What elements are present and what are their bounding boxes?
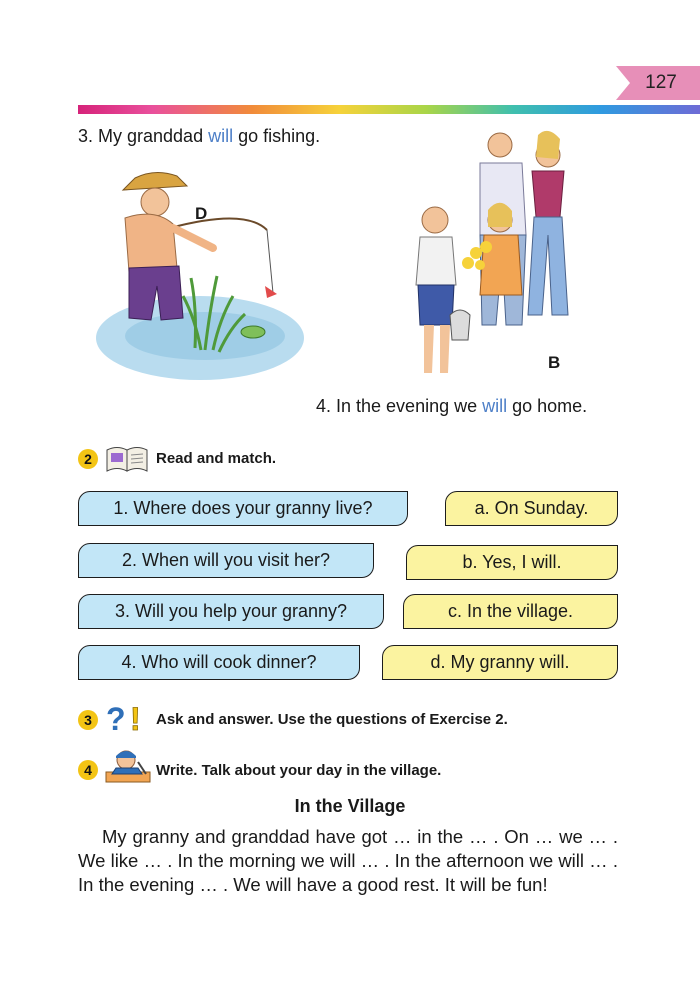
exercise-3-instruction: Ask and answer. Use the questions of Exercise 2. xyxy=(156,711,508,728)
story-text: My granny and granddad have got … in the … . On … we … . We like … . In the morning we will … . In the afternoon we will … . In the evening … . We will have a good rest. It will be fun! xyxy=(78,826,618,895)
sentence-4-will: will xyxy=(482,396,508,416)
exercise-4-badge: 4 xyxy=(78,760,98,780)
fishing-scene-image xyxy=(95,168,305,383)
sentence-4-end: go home. xyxy=(507,396,588,416)
answer-b: b. Yes, I will. xyxy=(406,545,618,580)
question-2: 2. When will you visit her? xyxy=(78,543,374,578)
story-title: In the Village xyxy=(294,796,406,816)
sentence-3-start: 3. My granddad xyxy=(78,126,209,146)
question-1: 1. Where does your granny live? xyxy=(78,491,408,526)
open-book-icon xyxy=(104,442,150,474)
fishing-granddad-illustration xyxy=(95,168,305,383)
exercise-4-instruction: Write. Talk about your day in the village. xyxy=(156,762,442,779)
writing-child-icon xyxy=(104,748,152,786)
sentence-3 xyxy=(78,126,320,147)
answer-a: a. On Sunday. xyxy=(445,491,618,526)
family-walking-illustration xyxy=(380,125,590,385)
picture-d-label: D xyxy=(195,204,208,223)
family-scene-image xyxy=(380,125,590,385)
sentence-3-end: go fishing. xyxy=(233,126,321,146)
answer-d: d. My granny will. xyxy=(382,645,618,680)
exercise-3-badge: 3 xyxy=(78,710,98,730)
sentence-4 xyxy=(316,396,587,417)
exercise-2-instruction: Read and match. xyxy=(156,450,277,467)
rainbow-divider xyxy=(78,105,700,114)
answer-c: c. In the village. xyxy=(403,594,618,629)
sentence-4-start: 4. In the evening we xyxy=(316,396,483,416)
page-number: 127 xyxy=(645,72,677,93)
sentence-3-will: will xyxy=(208,126,234,146)
story-paragraph xyxy=(78,825,618,897)
svg-text:!: ! xyxy=(130,701,141,734)
question-3: 3. Will you help your granny? xyxy=(78,594,384,629)
exercise-2-badge: 2 xyxy=(78,449,98,469)
svg-text:?: ? xyxy=(106,701,126,734)
question-4: 4. Who will cook dinner? xyxy=(78,645,360,680)
picture-b-label: B xyxy=(548,353,561,372)
question-exclamation-icon xyxy=(104,700,152,734)
page-number-tab xyxy=(616,66,700,100)
